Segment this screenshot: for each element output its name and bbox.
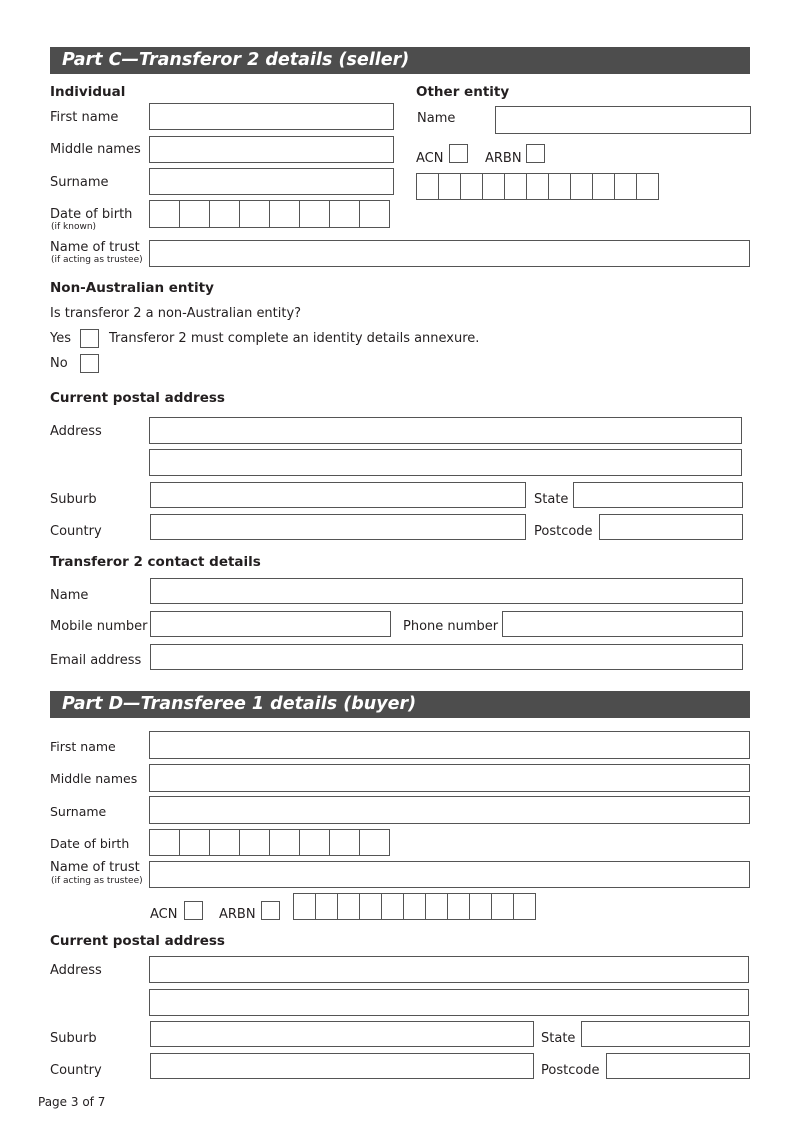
contact-name-label: Name [50,588,89,603]
transferee1-dob-field[interactable] [149,829,390,856]
arbn-checkbox[interactable] [526,144,545,163]
transferor2-country-field[interactable] [150,514,526,540]
first-name-label: First name [50,110,119,125]
email-address-field[interactable] [150,644,743,670]
d-state-label: State [541,1031,576,1046]
transferee1-first-name-field[interactable] [149,731,750,759]
transferor2-suburb-field[interactable] [150,482,526,508]
transferee1-surname-field[interactable] [149,796,750,824]
suburb-label: Suburb [50,492,97,507]
non-australian-question: Is transferor 2 a non-Australian entity? [50,306,302,321]
transferor2-surname-field[interactable] [149,168,394,195]
entity-name-field[interactable] [495,106,751,134]
postal-address-heading: Current postal address [50,390,225,406]
transferee1-state-field[interactable] [581,1021,750,1047]
transferor2-state-field[interactable] [573,482,743,508]
part-c-header: Part C—Transferor 2 details (seller) [50,47,750,74]
d-country-label: Country [50,1063,102,1078]
yes-label: Yes [50,331,71,346]
d-dob-label: Date of birth [50,836,130,851]
transferor2-postcode-field[interactable] [599,514,743,540]
transferor2-address-line1-field[interactable] [149,417,742,444]
yes-note: Transferor 2 must complete an identity details annexure. [109,331,480,346]
acn-arbn-number-field[interactable] [416,173,659,200]
transferor2-middle-names-field[interactable] [149,136,394,163]
contact-details-heading: Transferor 2 contact details [50,554,261,570]
transferor2-dob-field[interactable] [149,200,390,228]
address-label: Address [50,424,102,439]
d-surname-label: Surname [50,804,107,819]
entity-name-label: Name [417,111,456,126]
middle-names-label: Middle names [50,142,141,157]
page-number: Page 3 of 7 [38,1095,106,1109]
dob-note: (if known) [51,222,97,232]
postcode-label: Postcode [534,524,593,539]
d-trust-label: Name of trust [50,860,140,875]
transferor2-address-line2-field[interactable] [149,449,742,476]
d-address-label: Address [50,963,102,978]
state-label: State [534,492,569,507]
d-acn-label: ACN [150,907,178,922]
dob-label: Date of birth [50,207,133,222]
d-suburb-label: Suburb [50,1031,97,1046]
transferee1-middle-names-field[interactable] [149,764,750,792]
phone-number-field[interactable] [502,611,743,637]
non-australian-heading: Non-Australian entity [50,280,214,296]
transferee1-address-line1-field[interactable] [149,956,749,983]
arbn-label: ARBN [485,151,522,166]
d-acn-arbn-number-field[interactable] [293,893,536,920]
transferee1-suburb-field[interactable] [150,1021,534,1047]
individual-heading: Individual [50,84,126,100]
transferor2-trust-field[interactable] [149,240,750,267]
d-arbn-checkbox[interactable] [261,901,280,920]
email-label: Email address [50,653,142,668]
part-d-header: Part D—Transferee 1 details (buyer) [50,691,750,718]
d-arbn-label: ARBN [219,907,256,922]
other-entity-heading: Other entity [416,84,510,100]
d-first-name-label: First name [50,739,116,754]
d-postcode-label: Postcode [541,1063,600,1078]
no-checkbox[interactable] [80,354,99,373]
transferee1-address-line2-field[interactable] [149,989,749,1016]
trust-note: (if acting as trustee) [51,255,143,265]
surname-label: Surname [50,175,109,190]
d-acn-checkbox[interactable] [184,901,203,920]
d-trust-note: (if acting as trustee) [51,876,143,886]
acn-checkbox[interactable] [449,144,468,163]
d-middle-names-label: Middle names [50,771,138,786]
transferee1-country-field[interactable] [150,1053,534,1079]
no-label: No [50,356,68,371]
acn-label: ACN [416,151,444,166]
d-postal-address-heading: Current postal address [50,933,225,949]
phone-label: Phone number [403,619,499,634]
transferee1-postcode-field[interactable] [606,1053,750,1079]
mobile-number-field[interactable] [150,611,391,637]
country-label: Country [50,524,102,539]
mobile-label: Mobile number [50,619,148,634]
transferee1-trust-field[interactable] [149,861,750,888]
yes-checkbox[interactable] [80,329,99,348]
trust-label: Name of trust [50,240,140,255]
transferor2-first-name-field[interactable] [149,103,394,130]
contact-name-field[interactable] [150,578,743,604]
